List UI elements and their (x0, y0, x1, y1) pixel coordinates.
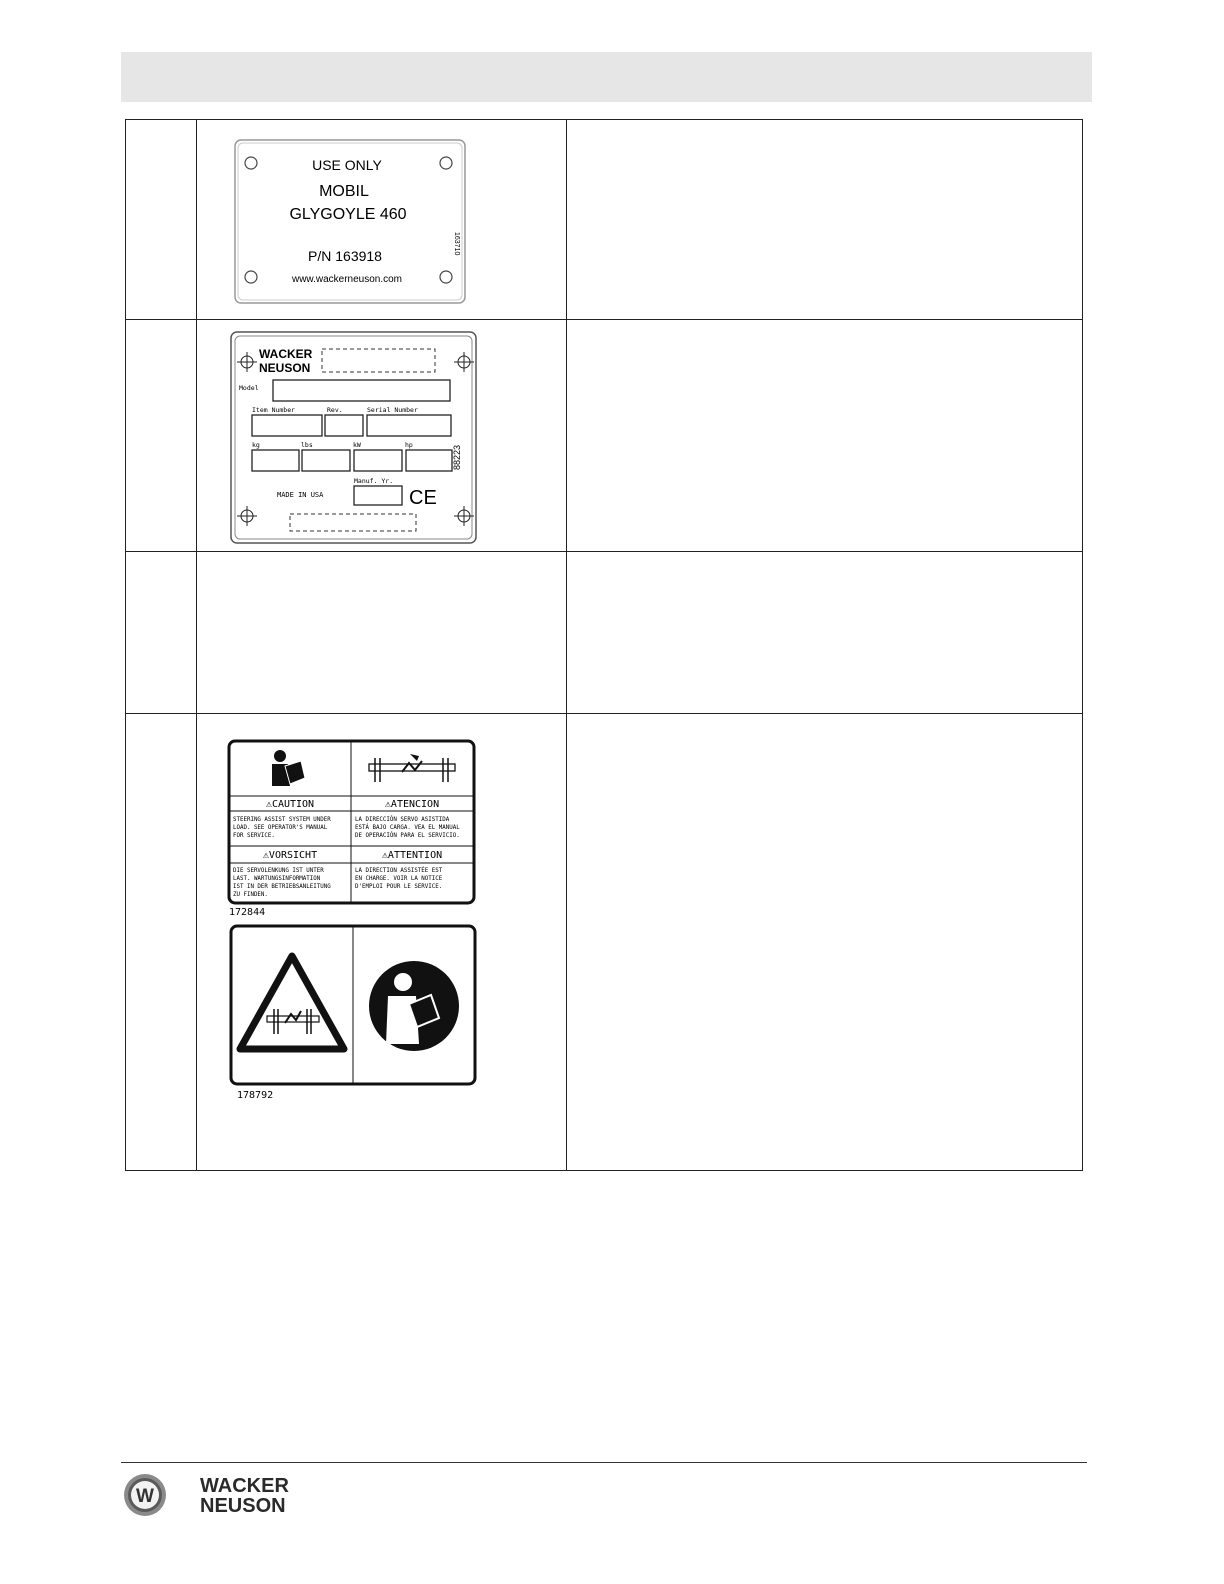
description-cell (567, 552, 1083, 714)
description-cell (567, 320, 1083, 552)
decal-lubricant-plate (197, 120, 567, 319)
ref-cell (126, 552, 197, 714)
mounting-hole-icon (440, 157, 452, 169)
vorsicht-text-line: LAST. WARTUNGSINFORMATION (233, 876, 321, 882)
attention-heading: ⚠ATTENTION (381, 850, 443, 861)
decal-image-cell (197, 714, 567, 1171)
decal-side-code: 88223 (452, 444, 462, 470)
decal-serial-plate (197, 320, 567, 551)
decal-178792 (231, 926, 475, 1084)
atencion-text-line: DE OPERACIÓN PARA EL SERVICIO. (355, 833, 460, 839)
decal-line3: GLYGOYLE 460 (289, 206, 407, 223)
read-manual-icon (369, 961, 459, 1051)
logo-line1: WACKER (200, 1475, 289, 1497)
ref-cell (126, 714, 197, 1171)
table-row (126, 714, 1083, 1171)
decal-part-number: P/N 163918 (308, 248, 382, 264)
table-row (126, 120, 1083, 320)
vorsicht-heading: ⚠VORSICHT (262, 850, 318, 861)
mounting-hole-icon (245, 271, 257, 283)
ref-cell (126, 320, 197, 552)
description-cell (567, 714, 1083, 1171)
atencion-text-line: LA DIRECCIÓN SERVO ASISTIDA (355, 817, 450, 823)
logo-mark-icon: W (136, 1486, 154, 1507)
label-item: Item Number (252, 406, 296, 414)
atencion-heading: ⚠ATENCION (384, 799, 440, 810)
table-row (126, 552, 1083, 714)
logo-line2: NEUSON (200, 1495, 286, 1517)
decal-side-code: 163710 (453, 232, 460, 256)
atencion-text-line: ESTÁ BAJO CARGA. VEA EL MANUAL (355, 825, 460, 831)
header-band (121, 52, 1092, 102)
decal-image-cell (197, 552, 567, 714)
ref-cell (126, 120, 197, 320)
description-cell (567, 120, 1083, 320)
decal-part-number: 178792 (237, 1090, 274, 1101)
vorsicht-text-line: ZU FINDEN. (233, 892, 268, 898)
footer-rule (121, 1462, 1087, 1463)
decal-image-cell (197, 320, 567, 552)
brand-line1: WACKER (259, 347, 313, 361)
decal-website: www.wackerneuson.com (291, 274, 403, 285)
label-year: Manuf. Yr. (354, 477, 394, 485)
wacker-neuson-logo (123, 1470, 323, 1520)
vorsicht-text-line: DIE SERVOLENKUNG IST UNTER (233, 868, 324, 874)
ce-mark-icon: CE (409, 487, 437, 509)
caution-heading: ⚠CAUTION (265, 799, 315, 810)
caution-text-line: FOR SERVICE. (233, 833, 275, 839)
brand-line2: NEUSON (259, 361, 311, 375)
label-hp: hp (405, 441, 413, 449)
attention-text-line: EN CHARGE. VOIR LA NOTICE (355, 876, 443, 882)
label-model: Model (239, 384, 259, 392)
decal-part-number: 172844 (229, 907, 266, 918)
attention-text-line: D'EMPLOI POUR LE SERVICE. (355, 884, 443, 890)
mounting-hole-icon (440, 271, 452, 283)
caution-text-line: LOAD. SEE OPERATOR'S MANUAL (233, 825, 328, 831)
mounting-hole-icon (245, 157, 257, 169)
label-kw: kW (353, 441, 361, 449)
made-in-label: MADE IN USA (277, 491, 324, 499)
decal-172844 (229, 741, 474, 903)
decal-line2: MOBIL (319, 183, 369, 200)
label-rev: Rev. (327, 406, 343, 414)
label-lbs: lbs (301, 441, 313, 449)
vorsicht-text-line: IST IN DER BETRIEBSANLEITUNG (233, 884, 331, 890)
attention-text-line: LA DIRECTION ASSISTÉE EST (355, 868, 443, 874)
decal-line1: USE ONLY (312, 157, 382, 173)
decal-image-cell (197, 120, 567, 320)
table-row (126, 320, 1083, 552)
caution-text-line: STEERING ASSIST SYSTEM UNDER (233, 817, 331, 823)
label-kg: kg (252, 441, 260, 449)
decal-table (125, 119, 1083, 1171)
decal-steering-warnings (197, 714, 567, 1170)
label-serial: Serial Number (367, 406, 418, 414)
